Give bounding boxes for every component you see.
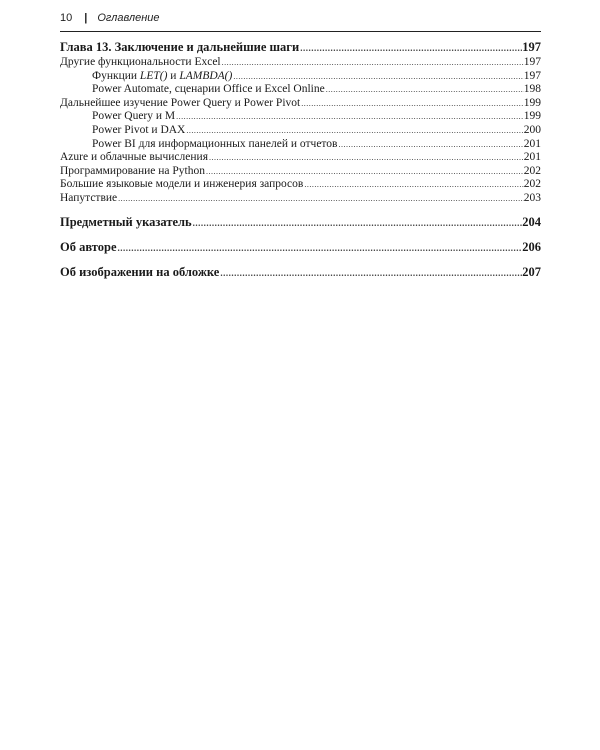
toc-entry-chapter-13[interactable] [60, 39, 541, 56]
toc-entry-page: 204 [522, 214, 541, 229]
toc-entry-title: Power Automate, сценарии Office и Excel Online [92, 83, 325, 96]
toc-entry-power-bi[interactable] [60, 138, 541, 152]
dot-leader [221, 56, 524, 70]
page-header [60, 5, 541, 32]
page-number: 10 [60, 12, 73, 24]
toc-entry-title: Power BI для информационных панелей и отчетов [92, 137, 338, 150]
toc-entry-page: 199 [523, 96, 541, 109]
toc-entry-page: 199 [523, 110, 541, 123]
toc-entry-page: 201 [523, 151, 541, 164]
toc-entry-farewell[interactable] [60, 192, 541, 206]
toc-entry-title: Power Query и M [92, 110, 176, 123]
toc-entry-page: 198 [523, 83, 541, 96]
toc-entry-about-author[interactable] [60, 239, 541, 256]
toc-entry-title: Другие функциональности Excel [60, 56, 221, 68]
dot-leader [117, 240, 523, 256]
toc-entry-llm[interactable] [60, 178, 541, 192]
toc-entry-about-cover[interactable] [60, 264, 541, 281]
running-title: Оглавление [97, 12, 160, 24]
toc-entry-title: Напутствие [60, 191, 118, 204]
toc-entry-page: 206 [522, 239, 541, 254]
toc-entry-other-excel[interactable] [60, 56, 541, 70]
function-let: LET() [139, 69, 168, 82]
dot-leader [192, 215, 523, 231]
toc-entry-page: 202 [523, 178, 541, 191]
toc-entry-title: Дальнейшее изучение Power Query и Power Pivot [60, 96, 301, 109]
toc-entry-azure[interactable] [60, 151, 541, 165]
toc-entry-page: 207 [522, 264, 541, 279]
dot-leader [232, 70, 523, 84]
toc-entry-page: 203 [523, 191, 541, 204]
toc-entry-page: 197 [522, 40, 541, 54]
dot-leader [300, 97, 524, 111]
toc-title-conjunction: и [167, 69, 180, 82]
toc-entry-page: 197 [523, 56, 541, 68]
toc-entry-title: Azure и облачные вычисления [60, 151, 208, 164]
toc-entry-subject-index[interactable] [60, 214, 541, 231]
toc-entry-power-query-m[interactable] [60, 110, 541, 124]
dot-leader [219, 265, 522, 281]
toc-entry-let-lambda[interactable] [60, 70, 541, 84]
function-lambda: LAMBDA() [179, 69, 233, 82]
toc-entry-title: Программирование на Python [60, 164, 205, 177]
dot-leader [205, 165, 524, 179]
toc-entry-python[interactable] [60, 165, 541, 179]
toc-entry-power-pivot-dax[interactable] [60, 124, 541, 138]
toc-entry-page: 201 [523, 137, 541, 150]
dot-leader [117, 192, 524, 206]
toc-entry-title: Power Pivot и DAX [92, 123, 186, 136]
toc-entry-title: Об авторе [60, 239, 117, 254]
toc-entry-power-automate[interactable] [60, 83, 541, 97]
dot-leader [175, 110, 524, 124]
toc-entry-title: Об изображении на обложке [60, 264, 220, 279]
toc-entry-title: Предметный указатель [60, 214, 192, 229]
header-separator: | [84, 12, 88, 24]
toc-entry-title: Глава 13. Заключение и дальнейшие шаги [60, 40, 300, 54]
toc-entry-power-query-pivot[interactable] [60, 97, 541, 111]
toc-entry-page: 200 [523, 123, 541, 136]
dot-leader [337, 138, 523, 152]
toc-title-prefix: Функции [92, 69, 140, 82]
toc-entry-page: 202 [523, 164, 541, 177]
dot-leader [299, 40, 522, 56]
table-of-contents [60, 39, 541, 281]
dot-leader [303, 178, 523, 192]
dot-leader [185, 124, 523, 138]
toc-entry-title: Большие языковые модели и инженерия запросов [60, 178, 304, 191]
dot-leader [325, 83, 524, 97]
toc-entry-title [92, 70, 232, 84]
dot-leader [208, 151, 524, 165]
toc-entry-page: 197 [523, 69, 541, 82]
